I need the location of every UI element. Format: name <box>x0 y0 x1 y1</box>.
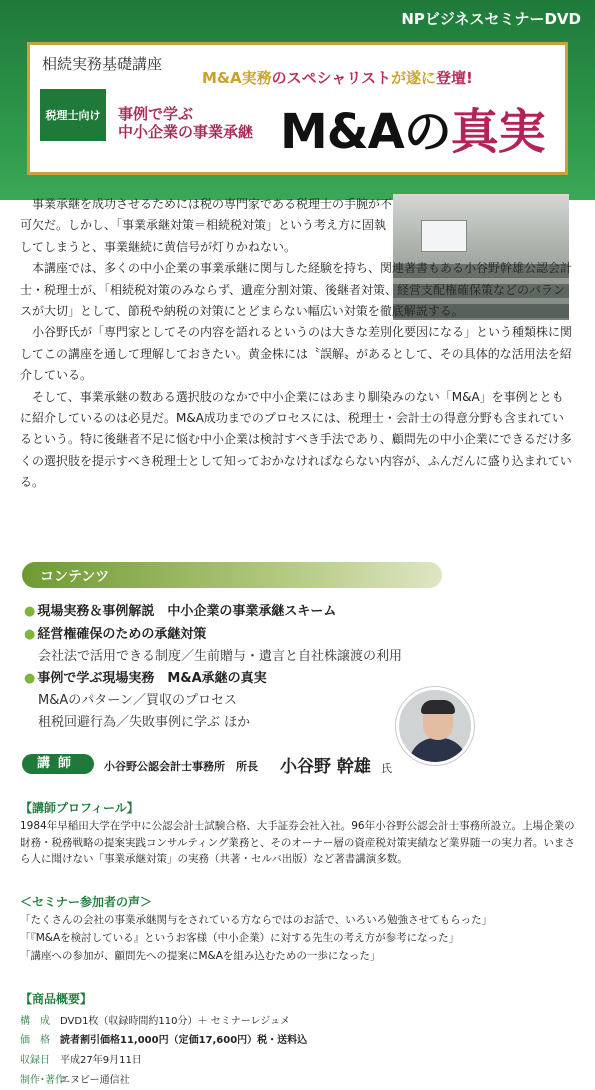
contents-item-1: ● 現場実務＆事例解説 中小企業の事業承継スキーム <box>24 600 336 619</box>
contents-item-3-detail-2: 租税回避行為／失敗事例に学ぶ ほか <box>38 715 251 730</box>
contents-item-2-detail: 会社法で活用できる制度／生前贈与・遺言と自社株譲渡の利用 <box>38 649 403 664</box>
target-badge: 税理士向け <box>40 89 106 141</box>
product-row <box>20 1031 307 1046</box>
product-value: DVD1枚（収録時間約110分）＋ セミナーレジュメ <box>60 1016 291 1027</box>
contents-heading-bar <box>22 562 442 588</box>
catch-part-3: が遂に <box>391 69 437 87</box>
title-panel <box>27 42 568 175</box>
course-name: 相続実務基礎講座 <box>42 55 163 73</box>
voice-2: 「『M&Aを検討している』というお客様（中小企業）に対する先生の考え方が参考になった」 <box>20 932 460 944</box>
catch-part-1: M&A実務 <box>202 69 272 87</box>
paragraph-1: 事業承継を成功させるためには税の専門家である税理士の手腕が不可欠だ。しかし、「事業承継対策＝相続税対策」という考え方に固執してしまうと、事業継続に黄信号が灯りかねない。 <box>20 197 393 254</box>
catch-copy <box>202 67 473 88</box>
paragraph-3: 小谷野氏が「専門家としてその内容を語れるというのは大きな差別化要因になる」という種類株に関してこの講座を通して理解しておきたい。黄金株には〝誤解〟があるとして、その具体的な活用法を紹介している。 <box>20 325 573 383</box>
contents-item-3: ● 事例で学ぶ現場実務 M&A承継の真実 <box>24 667 267 686</box>
subtitle-line-1: 事例で学ぶ <box>118 105 194 123</box>
contents-heading: コンテンツ <box>40 569 110 585</box>
product-value: 平成27年9月11日 <box>60 1055 142 1066</box>
product-row <box>20 1012 290 1027</box>
contents-item-2: ● 経営権確保のための承継対策 <box>24 623 206 642</box>
product-label: 価 格 <box>20 1035 50 1046</box>
product-value: エヌピー通信社 <box>60 1075 130 1086</box>
subtitle-line-2: 中小企業の事業承継 <box>118 123 254 141</box>
catch-part-4: 登壇! <box>436 69 473 87</box>
catch-part-2: のスペシャリスト <box>271 69 392 87</box>
voice-1: 「たくさんの会社の事業承継関与をされている方ならではのお話で、いろいろ勉強させてもらった」 <box>20 914 493 926</box>
intro-text <box>20 194 574 494</box>
lecturer-badge: 講師 <box>22 754 94 774</box>
paragraph-4: そして、事業承継の数ある選択肢のなかで中小企業にはあまり馴染みのない「M&A」を事例とともに紹介しているのは必見だ。M&A成功までのプロセスには、税理士・会計士の得意分野も含まれているという。特に後継者不足に悩む中小企業は検討すべき手法であり、顧問先の中小企業にできるだけ多くの選択肢を提示すべき税理士として知っておかなければならない内容が、ふんだんに盛り込まれている。 <box>20 389 572 490</box>
subtitle <box>118 105 253 141</box>
portrait-suit <box>409 738 467 765</box>
voices-title: ＜セミナー参加者の声＞ <box>20 895 153 909</box>
product-row <box>20 1051 142 1066</box>
series-title: NPビジネスセミナーDVD <box>401 10 581 28</box>
product-label: 構 成 <box>20 1016 50 1027</box>
main-title-b: 真実 <box>450 104 545 160</box>
profile-text: 1984年早稲田大学在学中に公認会計士試験合格、大手証券会社入社。96年小谷野公認会計士事務所設立。上場企業の財務・税務戦略の提案実践コンサルティング業務と、そのオーナー層の資産税対策実績など業界随一の実力者。いまさら人に聞けない「事業承継対策」の実務（共著・セルバ出版）など著書講演多数。 <box>20 820 575 865</box>
paragraph-2 <box>20 258 574 322</box>
lecturer-name: 小谷野 幹雄 <box>280 757 371 777</box>
main-title-a: M&Aの <box>280 104 451 160</box>
lecturer-honorific: 氏 <box>381 762 392 775</box>
profile-title: 【講師プロフィール】 <box>20 801 139 815</box>
product-title: 【商品概要】 <box>20 992 93 1006</box>
lecturer-affiliation: 小谷野公認会計士事務所 所長 <box>104 760 258 773</box>
contents-item-3-detail-1: M&Aのパターン／買収のプロセス <box>38 693 237 708</box>
product-label: 収録日 <box>20 1055 50 1066</box>
product-label: 制作･著作 <box>20 1075 65 1086</box>
main-title <box>280 93 545 162</box>
portrait-hair <box>421 700 455 714</box>
lecturer-portrait <box>396 687 474 765</box>
voice-3: 「講座への参加が、顧問先への提案にM&Aを組み込むための一歩になった」 <box>20 950 381 962</box>
paragraph-2-text: 本講座では、多くの中小企業の事業承継に関与した経験を持ち、関連著書もある小谷野幹雄公認会計士・税理士が、「相続税対策のみならず、遺産分割対策、後継者対策、経営支配権確保策などのバランスが大切」として、節税や納税の対策にとどまらない幅広い対策を徹底解説する。 <box>20 261 573 319</box>
product-row <box>20 1071 130 1086</box>
product-value: 読者割引価格11,000円（定価17,600円）税・送料込 <box>60 1035 308 1046</box>
